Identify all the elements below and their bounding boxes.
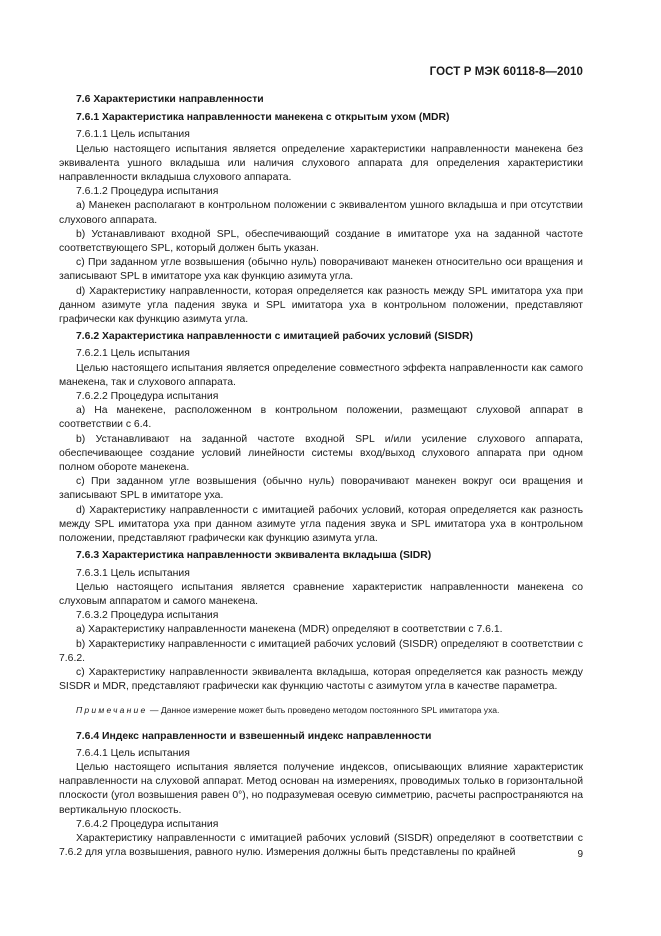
list-item: a) На манекене, расположенном в контрольном положении, размещают слуховой аппарат в соответствии с 6.4.: [59, 405, 583, 431]
section-heading-7-6: 7.6 Характеристики направленности: [76, 94, 264, 105]
clause-title: 7.6.1.1 Цель испытания: [76, 129, 190, 141]
list-item: a) Манекен располагают в контрольном положении с эквивалентом ушного вкладыша и при отсутствии слухового аппарата.: [59, 200, 583, 226]
clause-title: 7.6.3.2 Процедура испытания: [76, 610, 219, 622]
clause-title: 7.6.3.1 Цель испытания: [76, 567, 190, 579]
paragraph: Целью настоящего испытания является определение характеристики направленности манекена без эквивалента ушного вкладыша или наличия слухового аппарата для определения характеристики направленности вкладыша слухового аппарата.: [59, 143, 583, 184]
clause-title: 7.6.4.2 Процедура испытания: [76, 818, 219, 830]
clause-title: 7.6.2.2 Процедура испытания: [76, 391, 219, 403]
note-label: Примечание: [76, 705, 148, 716]
clause-title: 7.6.4.1 Цель испытания: [76, 747, 190, 759]
clause-title: 7.6.1.2 Процедура испытания: [76, 186, 219, 198]
list-item: d) Характеристику направленности с имитацией рабочих условий, которая определяется как разность между SPL имитатора уха при данном азимуте угла падения звука и SPL имитатора уха в контрольном положении, представляют графически как функцию азимута угла.: [59, 504, 583, 545]
list-item: a) Характеристику направленности манекена (MDR) определяют в соответствии с 7.6.1.: [76, 624, 503, 636]
document-body: [59, 93, 583, 860]
subsection-heading-7-6-1: 7.6.1 Характеристика направленности манекена с открытым ухом (MDR): [76, 112, 450, 124]
page-number: 9: [577, 849, 583, 860]
note: [59, 703, 583, 717]
list-item: b) Устанавливают входной SPL, обеспечивающий создание в имитаторе уха на заданной частоте соответствующего SPL, который должен быть указан.: [59, 228, 583, 255]
list-item: d) Характеристику направленности, которая определяется как разность между SPL имитатора уха при данном азимуте угла падения звука и SPL имитатора уха в контрольном положении, представляют графически как функцию азимута угла.: [59, 285, 583, 326]
paragraph: Целью настоящего испытания является определение совместного эффекта направленности как самого манекена, так и слухового аппарата.: [59, 362, 583, 388]
paragraph: Целью настоящего испытания является получение индексов, описывающих влияние характеристик направленности на слуховой аппарат. Метод основан на измерениях, проводимых только в горизонтальной плоскости (угол возвышения равен 0°), но подразумевая осевую симметрию, расчеты распространяются на вертикальную плоскость.: [59, 761, 583, 816]
paragraph: Целью настоящего испытания является сравнение характеристик направленности манекена со слуховым аппаратом и самого манекена.: [59, 581, 583, 607]
list-item: c) При заданном угле возвышения (обычно нуль) поворачивают манекен вокруг оси вращения и записывают SPL в имитаторе уха.: [59, 476, 583, 502]
paragraph: Характеристику направленности с имитацией рабочих условий (SISDR) определяют в соответствии с 7.6.2 для угла возвышения, равного нулю. Измерения должны быть представлены по крайней: [59, 832, 583, 859]
subsection-heading-7-6-2: 7.6.2 Характеристика направленности с имитацией рабочих условий (SISDR): [76, 331, 473, 343]
clause-title: 7.6.2.1 Цель испытания: [76, 348, 190, 360]
subsection-heading-7-6-4: 7.6.4 Индекс направленности и взвешенный индекс направленности: [76, 730, 432, 742]
note-text: — Данное измерение может быть проведено методом постоянного SPL имитатора уха.: [147, 705, 500, 716]
subsection-heading-7-6-3: 7.6.3 Характеристика направленности эквивалента вкладыша (SIDR): [76, 550, 432, 562]
list-item: b) Характеристику направленности с имитацией рабочих условий (SISDR) определяют в соответствии с 7.6.2.: [59, 638, 583, 664]
document-header: ГОСТ Р МЭК 60118-8—2010: [429, 66, 583, 78]
list-item: b) Устанавливают на заданной частоте входной SPL и/или усиление слухового аппарата, обеспечивающее создание условий линейности системы вход/выход слухового аппарата при одном полном обороте манекена.: [59, 433, 583, 474]
list-item: c) При заданном угле возвышения (обычно нуль) поворачивают манекен относительно оси вращения и записывают SPL в имитаторе уха как функцию азимута угла.: [59, 257, 583, 283]
list-item: c) Характеристику направленности эквивалента вкладыша, которая определяется как разность между SISDR и MDR, представляют графически как функцию частоты с азимутом угла в качестве параметра.: [59, 666, 583, 693]
